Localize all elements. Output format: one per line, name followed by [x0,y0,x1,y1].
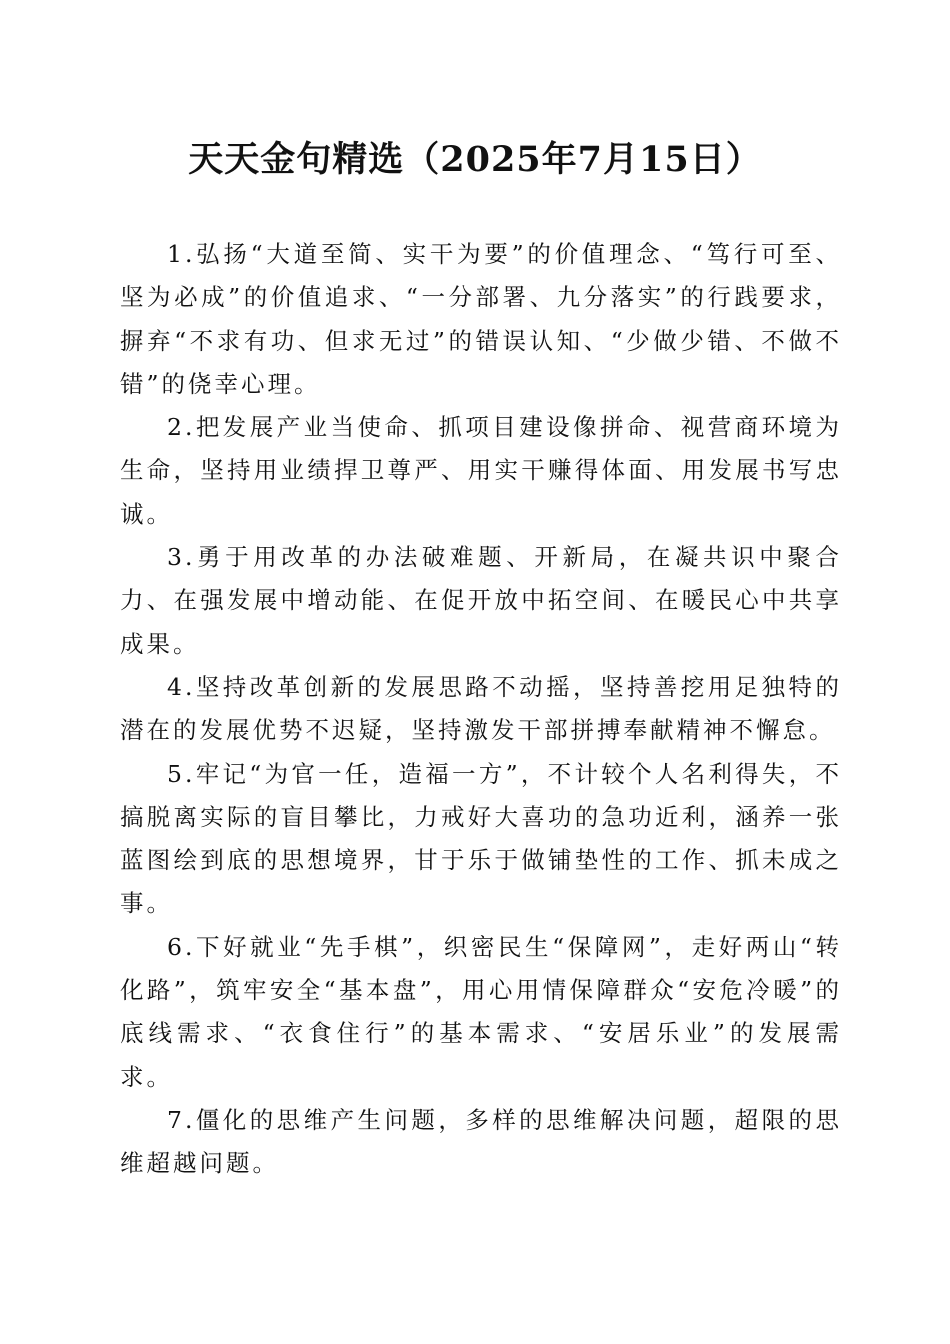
quote-paragraph-5: 5.牢记“为官一任，造福一方”，不计较个人名利得失，不搞脱离实际的盲目攀比，力戒好大喜功的急功近利，涵养一张蓝图绘到底的思想境界，甘于乐于做铺垫性的工作、抓未成之事。 [120,759,842,918]
quote-paragraph-1: 1.弘扬“大道至简、实干为要”的价值理念、“笃行可至、坚为必成”的价值追求、“一分部署、九分落实”的行践要求，摒弃“不求有功、但求无过”的错误认知、“少做少错、不做不错”的侥幸心理。 [120,240,842,398]
quote-paragraph-4: 4.坚持改革创新的发展思路不动摇，坚持善挖用足独特的潜在的发展优势不迟疑，坚持激发干部拼搏奉献精神不懈怠。 [120,672,842,745]
quote-paragraph-3: 3.勇于用改革的办法破难题、开新局，在凝共识中聚合力、在强发展中增动能、在促开放中拓空间、在暖民心中共享成果。 [120,543,842,658]
document-title: 天天金句精选（2025年7月15日） [188,139,762,180]
document-body [120,233,842,1186]
quote-paragraph-6: 6.下好就业“先手棋”，织密民生“保障网”，走好两山“转化路”，筑牢安全“基本盘”，用心用情保障群众“安危冷暖”的底线需求、“衣食住行”的基本需求、“安居乐业”的发展需求。 [120,932,842,1091]
quote-paragraph-2: 2.把发展产业当使命、抓项目建设像拼命、视营商环境为生命，坚持用业绩捍卫尊严、用实干赚得体面、用发展书写忠诚。 [120,413,842,528]
quote-paragraph-7: 7.僵化的思维产生问题，多样的思维解决问题，超限的思维超越问题。 [120,1105,842,1178]
